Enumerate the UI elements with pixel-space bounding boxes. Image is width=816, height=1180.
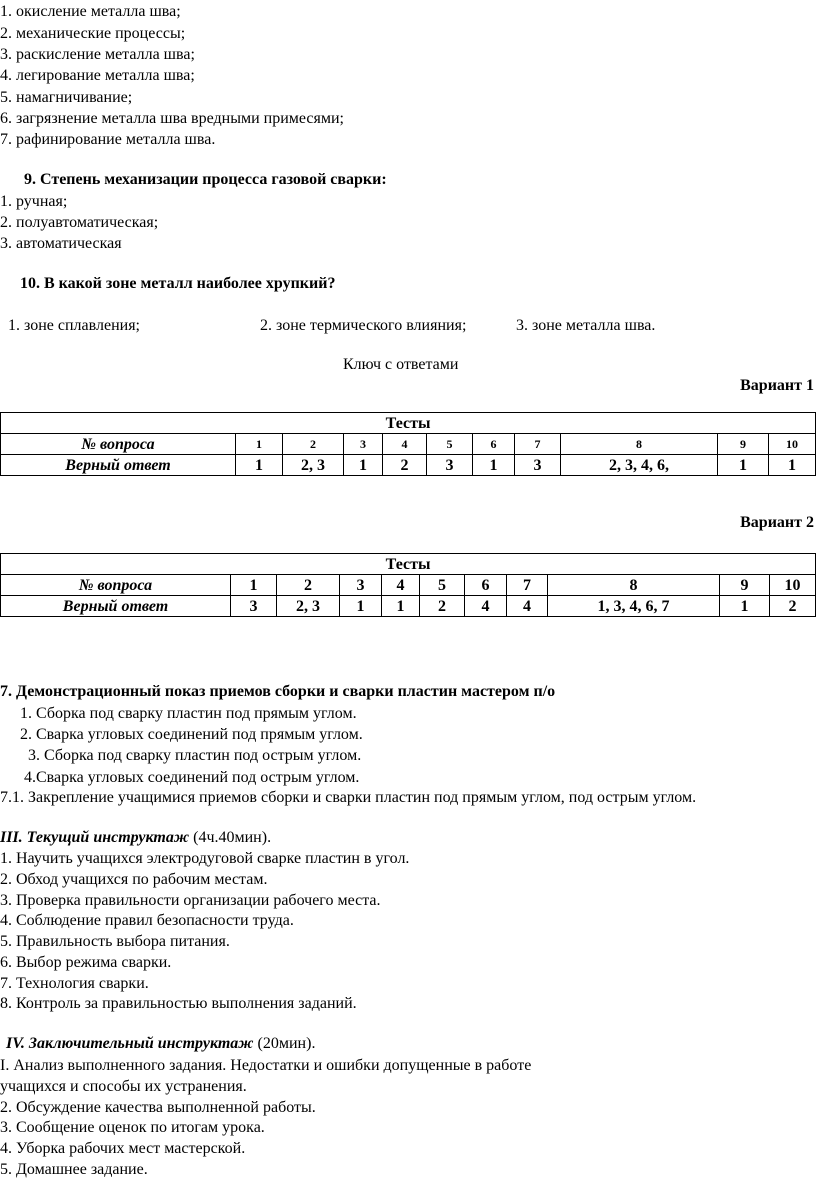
question-number: 8 xyxy=(561,434,718,455)
section-3-item-4: 4. Соблюдение правил безопасности труда. xyxy=(0,912,294,929)
q10-option-2: 2. зоне термического влияния; xyxy=(260,317,467,334)
section-7-item-2: 2. Сварка угловых соединений под прямым углом. xyxy=(20,726,363,743)
correct-answer: 1 xyxy=(769,455,816,476)
correct-answer: 2, 3, 4, 6, xyxy=(561,455,718,476)
correct-answer: 1 xyxy=(382,596,420,617)
section-7-title: 7. Демонстрационный показ приемов сборки и сварки пластин мастером п/о xyxy=(0,683,556,700)
correct-answer: 2, 3 xyxy=(283,455,344,476)
correct-answer: 2, 3 xyxy=(277,596,340,617)
variant-2-label: Вариант 2 xyxy=(740,514,814,531)
question-number: 2 xyxy=(277,575,340,596)
correct-answer: 1 xyxy=(344,455,383,476)
question-number: 1 xyxy=(231,575,277,596)
q10-title: 10. В какой зоне металл наиболее хрупкий? xyxy=(20,275,336,292)
correct-answer: 1, 3, 4, 6, 7 xyxy=(548,596,720,617)
section-7-item-3: 3. Сборка под сварку пластин под острым углом. xyxy=(28,747,362,764)
question-number: 7 xyxy=(507,575,548,596)
q8-option-6: 6. загрязнение металла шва вредными примесями; xyxy=(0,110,344,127)
correct-answer-label: Верный ответ xyxy=(1,596,231,617)
correct-answer: 4 xyxy=(507,596,548,617)
question-number-label: № вопроса xyxy=(1,434,236,455)
q8-option-7: 7. рафинирование металла шва. xyxy=(0,131,216,148)
q8-option-5: 5. намагничивание; xyxy=(0,89,133,106)
correct-answer: 1 xyxy=(473,455,515,476)
correct-answer: 1 xyxy=(340,596,382,617)
q8-option-1: 1. окисление металла шва; xyxy=(0,3,181,20)
section-3-item-5: 5. Правильность выбора питания. xyxy=(0,933,230,950)
question-number: 5 xyxy=(420,575,465,596)
question-number: 1 xyxy=(236,434,283,455)
section-3-duration: (4ч.40мин). xyxy=(189,829,272,846)
variant-2-table-title: Тесты xyxy=(1,554,816,575)
question-number: 5 xyxy=(427,434,473,455)
variant-1-label: Вариант 1 xyxy=(740,377,814,394)
section-3-item-1: 1. Научить учащихся электродуговой сварке пластин в угол. xyxy=(0,850,410,867)
variant-1-table xyxy=(0,412,816,476)
answer-key-title: Ключ с ответами xyxy=(343,356,459,373)
correct-answer: 3 xyxy=(427,455,473,476)
question-number-label: № вопроса xyxy=(1,575,231,596)
section-3-item-7: 7. Технология сварки. xyxy=(0,975,149,992)
section-4-item-4: 4. Уборка рабочих мест мастерской. xyxy=(0,1140,246,1157)
section-3-item-8: 8. Контроль за правильностью выполнения заданий. xyxy=(0,995,357,1012)
correct-answer: 4 xyxy=(465,596,507,617)
correct-answer: 2 xyxy=(383,455,427,476)
question-number: 6 xyxy=(473,434,515,455)
q8-option-4: 4. легирование металла шва; xyxy=(0,67,195,84)
question-number: 10 xyxy=(770,575,816,596)
section-4-title: IV. Заключительный инструктаж xyxy=(6,1035,254,1052)
question-number: 4 xyxy=(383,434,427,455)
q8-option-3: 3. раскисление металла шва; xyxy=(0,46,195,63)
correct-answer-label: Верный ответ xyxy=(1,455,236,476)
section-4-duration: (20мин). xyxy=(253,1035,316,1052)
section-4-item-2: 2. Обсуждение качества выполненной работы. xyxy=(0,1099,316,1116)
question-number: 9 xyxy=(720,575,770,596)
q9-option-2: 2. полуавтоматическая; xyxy=(0,214,159,231)
section-4-item-3: 3. Сообщение оценок по итогам урока. xyxy=(0,1119,265,1136)
question-number: 7 xyxy=(515,434,561,455)
question-number: 2 xyxy=(283,434,344,455)
section-7-item-1: 1. Сборка под сварку пластин под прямым углом. xyxy=(20,705,357,722)
correct-answer: 2 xyxy=(420,596,465,617)
q9-option-1: 1. ручная; xyxy=(0,193,68,210)
section-4-item-1-cont: учащихся и способы их устранения. xyxy=(0,1078,247,1095)
question-number: 10 xyxy=(769,434,816,455)
correct-answer: 1 xyxy=(720,596,770,617)
section-7-item-4: 4.Сварка угловых соединений под острым углом. xyxy=(24,769,360,786)
section-4-heading xyxy=(6,1034,315,1054)
section-3-title: III. Текущий инструктаж xyxy=(0,829,190,846)
section-7-1: 7.1. Закрепление учащимися приемов сборки и сварки пластин под прямым углом, под острым углом. xyxy=(0,789,697,806)
section-3-item-2: 2. Обход учащихся по рабочим местам. xyxy=(0,871,268,888)
question-number: 3 xyxy=(344,434,383,455)
correct-answer: 1 xyxy=(236,455,283,476)
section-3-item-6: 6. Выбор режима сварки. xyxy=(0,954,172,971)
section-4-item-1: I. Анализ выполненного задания. Недостатки и ошибки допущенные в работе xyxy=(0,1057,532,1074)
correct-answer: 1 xyxy=(718,455,769,476)
variant-1-table-title: Тесты xyxy=(1,413,816,434)
variant-2-table xyxy=(0,553,816,617)
section-4-item-5: 5. Домашнее задание. xyxy=(0,1161,148,1178)
section-3-item-3: 3. Проверка правильности организации рабочего места. xyxy=(0,892,381,909)
q9-title: 9. Степень механизации процесса газовой сварки: xyxy=(24,171,387,188)
question-number: 4 xyxy=(382,575,420,596)
q8-option-2: 2. механические процессы; xyxy=(0,25,186,42)
q10-option-1: 1. зоне сплавления; xyxy=(8,317,140,334)
correct-answer: 2 xyxy=(770,596,816,617)
question-number: 8 xyxy=(548,575,720,596)
question-number: 3 xyxy=(340,575,382,596)
q9-option-3: 3. автоматическая xyxy=(0,235,122,252)
correct-answer: 3 xyxy=(515,455,561,476)
question-number: 9 xyxy=(718,434,769,455)
q10-option-3: 3. зоне металла шва. xyxy=(516,317,656,334)
question-number: 6 xyxy=(465,575,507,596)
section-3-heading xyxy=(0,828,271,848)
correct-answer: 3 xyxy=(231,596,277,617)
